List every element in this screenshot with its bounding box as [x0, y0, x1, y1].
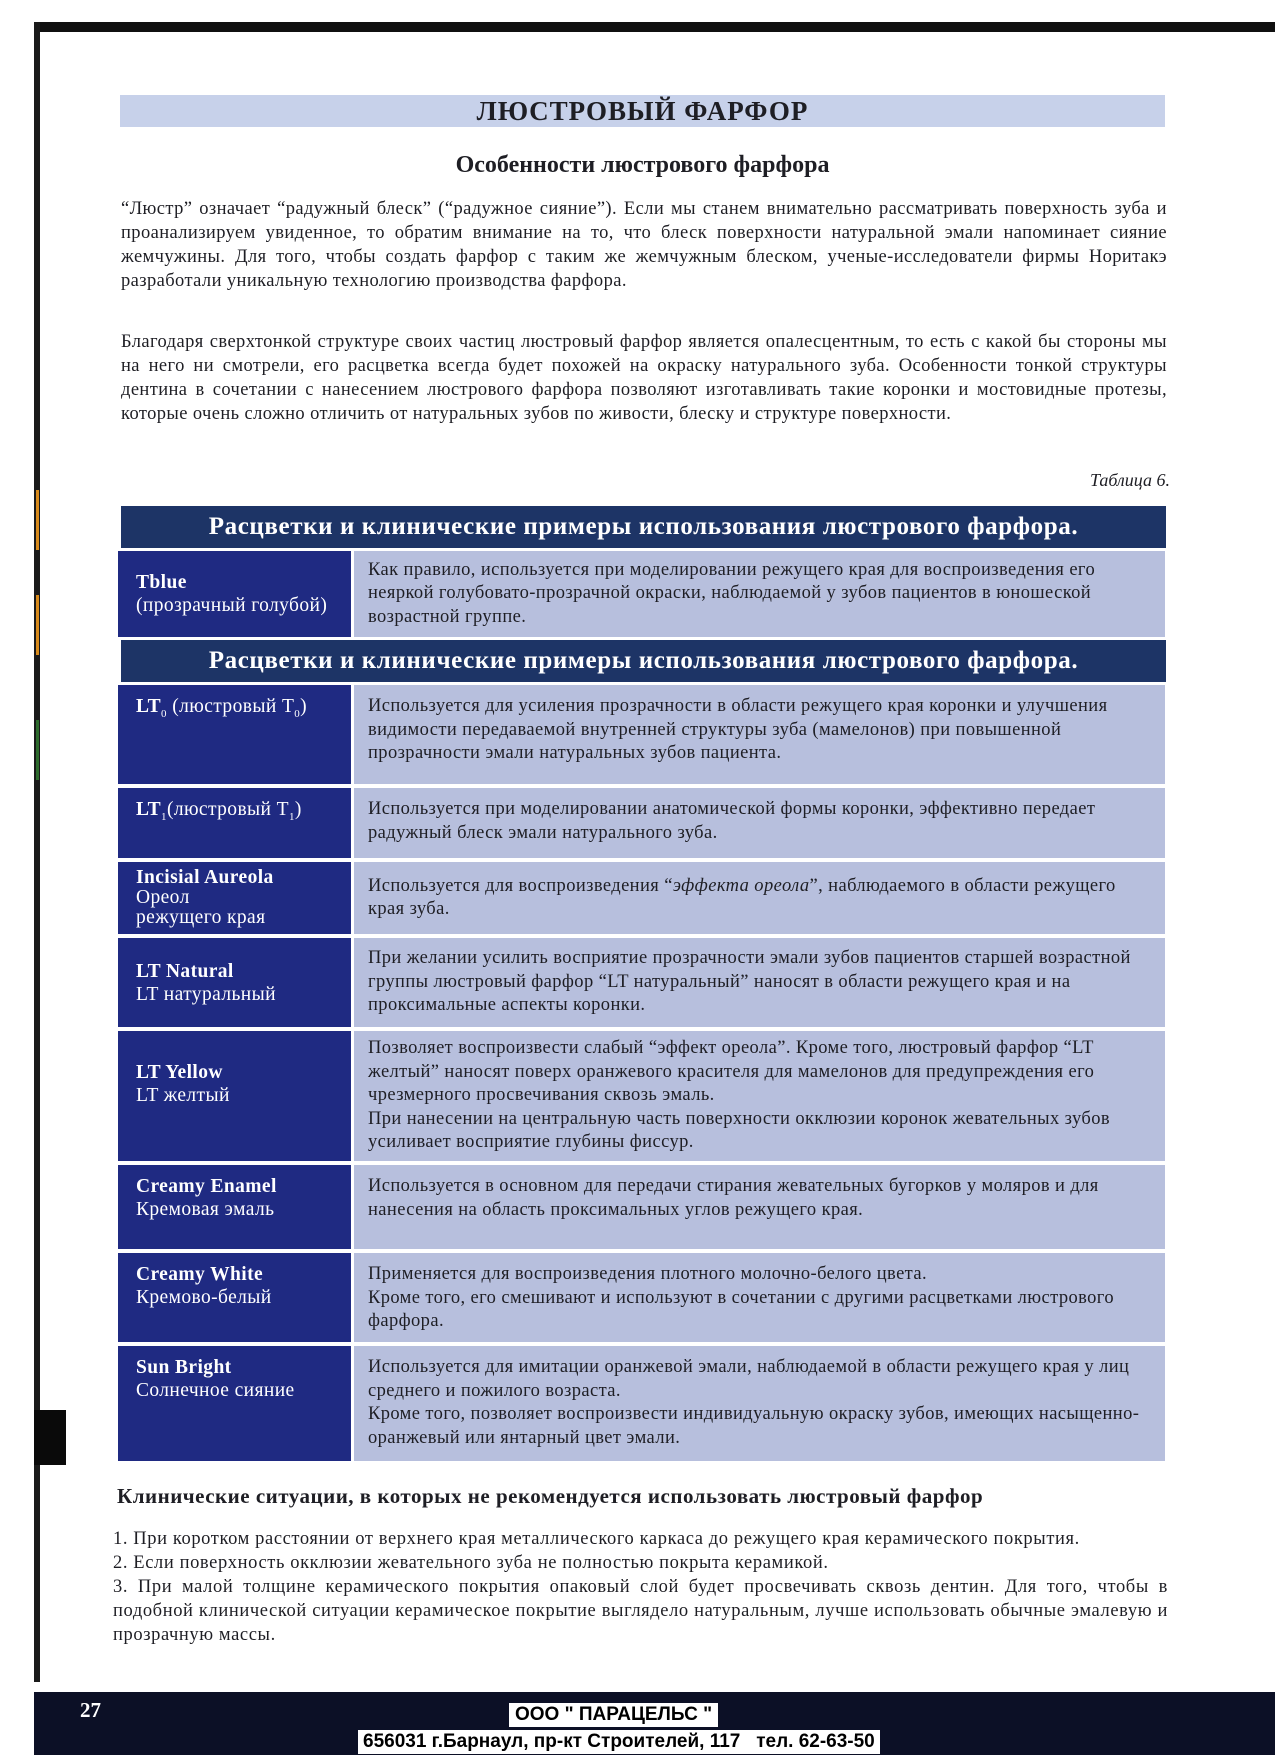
- side-mark: [36, 720, 39, 780]
- side-mark: [36, 490, 39, 550]
- shade-description-text: Используется при моделировании анатомической формы коронки, эффективно передает радужный блеск эмали натурального зуба.: [368, 799, 1096, 843]
- table-row: [118, 1031, 1165, 1161]
- shade-description: [354, 788, 1165, 858]
- shade-description-text: Используется для воспроизведения “эффекта ореола”, наблюдаемого в области режущего края зуба.: [368, 875, 1116, 919]
- shade-description-text: При желании усилить восприятие прозрачности эмали зубов пациентов старшей возрастной группы люстровый фарфор “LT натуральный” наносят в области режущего края и на проксимальные аспекты коронки.: [368, 948, 1131, 1016]
- shade-subname: Ореол: [136, 887, 190, 908]
- shade-description: [354, 1031, 1165, 1161]
- shade-description-text: Кроме того, его смешивают и используют в сочетании с другими расцветками люстрового фарфора.: [368, 1287, 1114, 1331]
- shade-name: Creamy Enamel: [136, 1176, 277, 1197]
- shade-description: [354, 1253, 1165, 1342]
- table-row: [118, 1165, 1165, 1249]
- list-item: 1. При коротком расстоянии от верхнего края металлического каркаса до режущего края керамического покрытия.: [113, 1529, 1080, 1549]
- shade-subname: Кремовая эмаль: [136, 1199, 275, 1220]
- table-row: [118, 551, 1165, 637]
- page-title: ЛЮСТРОВЫЙ ФАРФОР: [120, 95, 1165, 127]
- list-item: 2. Если поверхность окклюзии жевательного зуба не полностью покрыта керамикой.: [113, 1553, 829, 1573]
- table-row: [118, 685, 1165, 784]
- shade-name-cell: [118, 862, 351, 934]
- page-edge-top: [34, 22, 1275, 32]
- table-row: [118, 862, 1165, 934]
- shade-name: Creamy White: [136, 1264, 264, 1285]
- shade-description-text: Позволяет воспроизвести слабый “эффект ореола”. Кроме того, люстровый фарфор “LT желтый” наносят поверх оранжевого красителя для мамелонов для предупреждения его чрезмерного просвечивания сквозь эмаль.: [368, 1038, 1095, 1106]
- shade-subname: Солнечное сияние: [136, 1380, 295, 1401]
- shade-name: LT Natural: [136, 960, 234, 982]
- shade-name: $LT_1(люстровый$ $T_1$): [136, 799, 302, 823]
- shade-description: [354, 685, 1165, 784]
- shade-name-cell: [118, 1253, 351, 1342]
- shade-description-text: При нанесении на центральную часть поверхности окклюзии коронок жевательных зубов усиливает восприятие глубины фиссур.: [368, 1108, 1110, 1153]
- shade-name-cell: [118, 938, 351, 1027]
- table-row: [118, 938, 1165, 1027]
- side-block: [34, 1410, 66, 1465]
- shade-description-text: Используется для имитации оранжевой эмали, наблюдаемой в области режущего края у лиц среднего и пожилого возраста.: [368, 1357, 1130, 1401]
- shade-description-text: Используется в основном для передачи стирания жевательных бугорков у моляров и для нанесения на область проксимальных углов режущего края.: [368, 1176, 1099, 1220]
- shade-description: [354, 1165, 1165, 1249]
- shade-name-cell: [118, 1031, 351, 1161]
- table-row: [118, 1253, 1165, 1342]
- shade-subname: Кремово-белый: [136, 1287, 272, 1308]
- shade-name: $LT_0$ (люстровый $T_0$): [136, 696, 308, 720]
- company-name: ООО " ПАРАЦЕЛЬС ": [509, 1703, 718, 1727]
- shade-name-cell: [118, 1165, 351, 1249]
- shade-name: Incisial Aureola: [136, 867, 274, 888]
- shade-name-cell: [118, 1346, 351, 1461]
- shade-description: [354, 938, 1165, 1027]
- shade-name-cell: [118, 685, 351, 784]
- table-header: Расцветки и клинические примеры использования люстрового фарфора.: [121, 640, 1166, 682]
- contraindications-heading: Клинические ситуации, в которых не рекомендуется использовать люстровый фарфор: [117, 1484, 984, 1508]
- side-mark: [36, 595, 39, 655]
- shade-description-text: Используется для усиления прозрачности в области режущего края коронки и улучшения видимости передаваемой внутренней структуры зуба (мамелонов) при повышенной прозрачности эмали натуральных зубов пациента.: [368, 696, 1108, 763]
- shade-subname: режущего края: [136, 907, 266, 928]
- shade-description: [354, 551, 1165, 637]
- table-header: Расцветки и клинические примеры использования люстрового фарфора.: [121, 506, 1166, 548]
- shade-description: [354, 862, 1165, 934]
- page-number: 27: [80, 1698, 101, 1722]
- shade-description-text: Кроме того, позволяет воспроизвести индивидуальную окраску зубов, имеющих насыщенно-оранжевый или янтарный цвет эмали.: [368, 1404, 1140, 1448]
- contraindications-list: [113, 1527, 1168, 1647]
- shade-description-text: Применяется для воспроизведения плотного молочно-белого цвета.: [368, 1264, 928, 1284]
- table-row: [118, 788, 1165, 858]
- page-subtitle: Особенности люстрового фарфора: [455, 152, 830, 178]
- company-address: 656031 г.Барнаул, пр-кт Строителей, 117 тел. 62-63-50: [358, 1730, 880, 1754]
- table-label: Таблица 6.: [1089, 470, 1170, 490]
- shade-name: Sun Bright: [136, 1357, 232, 1378]
- shade-name: Tblue: [136, 572, 187, 593]
- table-row: [118, 1346, 1165, 1461]
- shade-name: LT Yellow: [136, 1062, 223, 1083]
- shade-subname: LT натуральный: [136, 983, 276, 1005]
- intro-paragraph: “Люстр” означает “радужный блеск” (“радужное сияние”). Если мы станем внимательно рассматривать поверхность зуба и проанализируем увиденное, то обратим внимание на то, что блеск поверхности натуральной эмали напоминает сияние жемчужины. Для того, чтобы создать фарфор с таким же жемчужным блеском, ученые-исследователи фирмы Норитакэ разработали уникальную технологию производства фарфора.: [121, 199, 1167, 291]
- shade-subname: (прозрачный голубой): [136, 595, 328, 616]
- shade-name-cell: [118, 551, 351, 637]
- intro-paragraph: Благодаря сверхтонкой структуре своих частиц люстровый фарфор является опалесцентным, то есть с какой бы стороны мы на него ни смотрели, его расцветка всегда будет похожей на окраску натурального зуба. Особенности тонкой структуры дентина в сочетании с нанесением люстрового фарфора позволяют изготавливать такие коронки и мостовидные протезы, которые очень сложно отличить от натуральных зубов по живости, блеску и структуре поверхности.: [121, 332, 1167, 424]
- shade-subname: LT желтый: [136, 1085, 230, 1106]
- shade-description: [354, 1346, 1165, 1461]
- list-item: 3. При малой толщине керамического покрытия опаковый слой будет просвечивать сквозь дентин. Для того, чтобы в подобной клинической ситуации керамическое покрытие выглядело натуральным, лучше использовать обычные эмалевую и прозрачную массы.: [113, 1577, 1168, 1645]
- shade-name-cell: [118, 788, 351, 858]
- shade-description-text: Как правило, используется при моделировании режущего края для воспроизведения его неяркой голубовато-прозрачной окраски, наблюдаемой у зубов пациентов в юношеской возрастной группе.: [368, 559, 1096, 627]
